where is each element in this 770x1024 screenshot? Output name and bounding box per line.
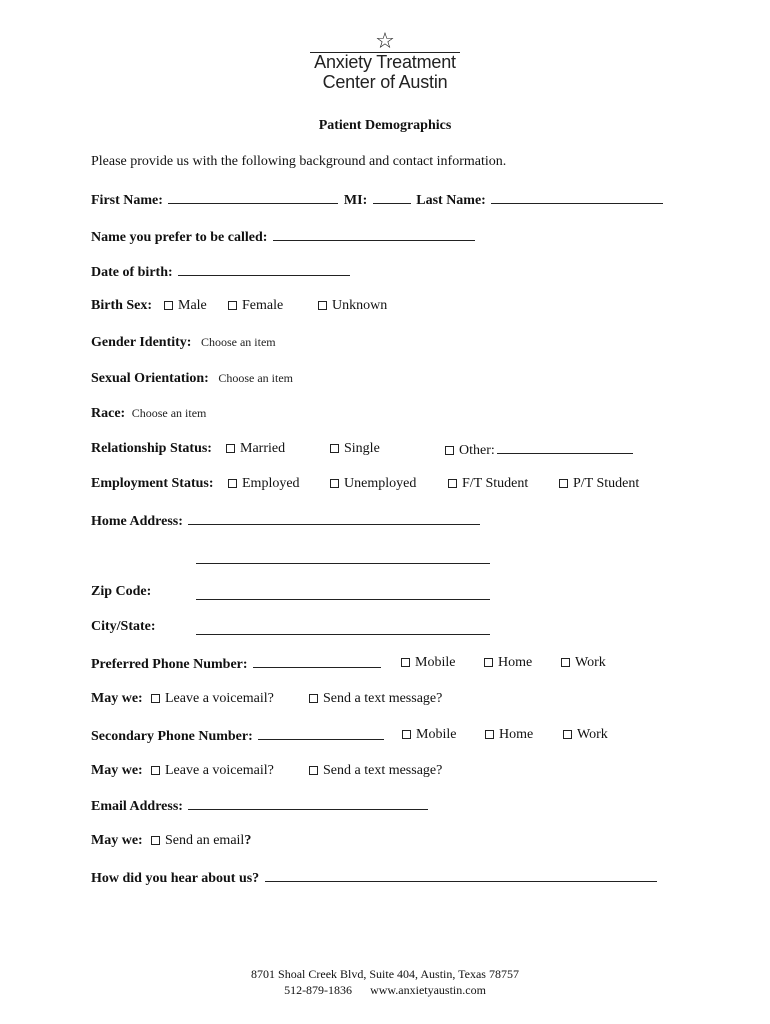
email-label: Email Address: <box>91 799 183 814</box>
email-field[interactable] <box>188 796 428 810</box>
mobile-label: Mobile <box>415 655 456 670</box>
dob-label: Date of birth: <box>91 265 173 280</box>
secondary-home-option[interactable] <box>485 726 533 744</box>
relationship-row <box>91 440 212 458</box>
may-we-label: May we: <box>91 763 143 778</box>
pt-student-option[interactable] <box>559 475 639 493</box>
sexual-orientation-label: Sexual Orientation: <box>91 371 209 386</box>
page-title: Patient Demographics <box>318 118 452 133</box>
preferred-phone-row <box>91 654 383 674</box>
text-label: Send a text message? <box>323 763 443 778</box>
email-row <box>91 796 430 816</box>
checkbox-icon[interactable] <box>402 730 411 739</box>
footer-address: 8701 Shoal Creek Blvd, Suite 404, Austin, Texas 78757 <box>251 967 519 981</box>
unknown-option[interactable] <box>318 297 387 315</box>
checkbox-icon[interactable] <box>151 836 160 845</box>
secondary-work-option[interactable] <box>563 726 608 744</box>
race-row <box>91 404 206 423</box>
home-label: Home <box>498 655 533 670</box>
home-label: Home <box>499 727 534 742</box>
logo-line-2: Center of Austin <box>322 72 448 92</box>
checkbox-icon[interactable] <box>330 444 339 453</box>
checkbox-icon[interactable] <box>401 658 410 667</box>
footer <box>0 966 770 998</box>
single-label: Single <box>344 441 380 456</box>
dob-row <box>91 262 352 282</box>
male-label: Male <box>178 298 207 313</box>
star-icon: ☆ <box>375 28 395 53</box>
work-label: Work <box>575 655 606 670</box>
gender-identity-select[interactable]: Choose an item <box>200 335 276 349</box>
zip-row <box>91 583 151 601</box>
zip-label: Zip Code: <box>91 584 152 599</box>
checkbox-icon[interactable] <box>151 694 160 703</box>
checkbox-icon[interactable] <box>151 766 160 775</box>
home-address-field[interactable] <box>188 511 480 525</box>
female-option[interactable] <box>228 297 283 315</box>
married-option[interactable] <box>226 440 285 458</box>
city-state-label: City/State: <box>91 619 156 634</box>
checkbox-icon[interactable] <box>228 479 237 488</box>
may-we-row-1 <box>91 690 143 708</box>
last-name-field[interactable] <box>491 190 663 204</box>
checkbox-icon[interactable] <box>309 766 318 775</box>
footer-phone: 512-879-1836 <box>284 983 353 997</box>
preferred-name-row <box>91 227 477 247</box>
hear-about-label: How did you hear about us? <box>91 871 260 886</box>
pt-student-label: P/T Student <box>573 476 640 491</box>
voicemail-label: Leave a voicemail? <box>165 763 274 778</box>
may-we-label: May we: <box>91 691 143 706</box>
city-state-field[interactable] <box>196 634 490 635</box>
first-name-field[interactable] <box>168 190 338 204</box>
send-email-label: Send an email <box>165 833 245 848</box>
footer-website[interactable]: www.anxietyaustin.com <box>370 983 486 997</box>
secondary-phone-row <box>91 726 386 746</box>
voicemail-label: Leave a voicemail? <box>165 691 274 706</box>
voicemail-option-1[interactable] <box>151 690 274 708</box>
secondary-phone-field[interactable] <box>258 726 384 740</box>
intro-text: Please provide us with the following background and contact information. <box>91 154 507 169</box>
zip-field[interactable] <box>196 599 490 600</box>
hear-about-row <box>91 868 659 888</box>
secondary-phone-label: Secondary Phone Number: <box>91 729 253 744</box>
home-address-line-2[interactable] <box>196 563 490 564</box>
checkbox-icon[interactable] <box>484 658 493 667</box>
race-select[interactable]: Choose an item <box>131 406 207 420</box>
checkbox-icon[interactable] <box>563 730 572 739</box>
send-email-qmark: ? <box>244 833 252 848</box>
gender-identity-row <box>91 333 276 352</box>
send-email-option[interactable] <box>151 832 251 850</box>
unemployed-label: Unemployed <box>344 476 417 491</box>
preferred-home-option[interactable] <box>484 654 532 672</box>
last-name-label: Last Name: <box>416 193 486 208</box>
employment-label: Employment Status: <box>91 476 214 491</box>
checkbox-icon[interactable] <box>561 658 570 667</box>
ft-student-label: F/T Student <box>462 476 529 491</box>
checkbox-icon[interactable] <box>485 730 494 739</box>
dob-field[interactable] <box>178 262 350 276</box>
married-label: Married <box>240 441 286 456</box>
logo <box>300 30 470 92</box>
checkbox-icon[interactable] <box>226 444 235 453</box>
checkbox-icon[interactable] <box>309 694 318 703</box>
gender-identity-label: Gender Identity: <box>91 335 192 350</box>
checkbox-icon[interactable] <box>228 301 237 310</box>
may-we-row-2 <box>91 762 143 780</box>
other-label: Other: <box>459 443 495 458</box>
city-state-row <box>91 618 156 636</box>
other-option[interactable] <box>445 440 635 460</box>
name-row <box>91 190 665 210</box>
employed-label: Employed <box>242 476 300 491</box>
mobile-label: Mobile <box>416 727 457 742</box>
may-we-row-3 <box>91 832 143 850</box>
unknown-label: Unknown <box>332 298 388 313</box>
preferred-name-field[interactable] <box>273 227 475 241</box>
preferred-work-option[interactable] <box>561 654 606 672</box>
male-option[interactable] <box>164 297 207 315</box>
checkbox-icon[interactable] <box>330 479 339 488</box>
checkbox-icon[interactable] <box>445 446 454 455</box>
may-we-label: May we: <box>91 833 143 848</box>
birth-sex-label: Birth Sex: <box>91 298 153 313</box>
other-field[interactable] <box>497 440 633 454</box>
text-option-1[interactable] <box>309 690 442 708</box>
employed-option[interactable] <box>228 475 300 493</box>
checkbox-icon[interactable] <box>164 301 173 310</box>
voicemail-option-2[interactable] <box>151 762 274 780</box>
single-option[interactable] <box>330 440 380 458</box>
checkbox-icon[interactable] <box>559 479 568 488</box>
text-label: Send a text message? <box>323 691 443 706</box>
preferred-mobile-option[interactable] <box>401 654 455 672</box>
birth-sex-row <box>91 297 152 315</box>
preferred-phone-label: Preferred Phone Number: <box>91 657 248 672</box>
checkbox-icon[interactable] <box>318 301 327 310</box>
logo-line-1: Anxiety Treatment <box>314 52 456 72</box>
footer-contact <box>0 982 770 998</box>
hear-about-field[interactable] <box>265 868 657 882</box>
female-label: Female <box>242 298 284 313</box>
logo-rule <box>310 52 460 53</box>
employment-row <box>91 475 214 493</box>
relationship-label: Relationship Status: <box>91 441 212 456</box>
unemployed-option[interactable] <box>330 475 416 493</box>
mi-label: MI: <box>343 193 368 208</box>
work-label: Work <box>577 727 608 742</box>
ft-student-option[interactable] <box>448 475 528 493</box>
secondary-mobile-option[interactable] <box>402 726 456 744</box>
checkbox-icon[interactable] <box>448 479 457 488</box>
home-address-row <box>91 511 482 531</box>
text-option-2[interactable] <box>309 762 442 780</box>
preferred-name-label: Name you prefer to be called: <box>91 230 268 245</box>
sexual-orientation-row <box>91 369 293 388</box>
preferred-phone-field[interactable] <box>253 654 381 668</box>
sexual-orientation-select[interactable]: Choose an item <box>218 371 293 385</box>
mi-field[interactable] <box>373 190 411 204</box>
race-label: Race: <box>91 406 126 421</box>
first-name-label: First Name: <box>91 193 163 208</box>
home-address-label: Home Address: <box>91 514 183 529</box>
